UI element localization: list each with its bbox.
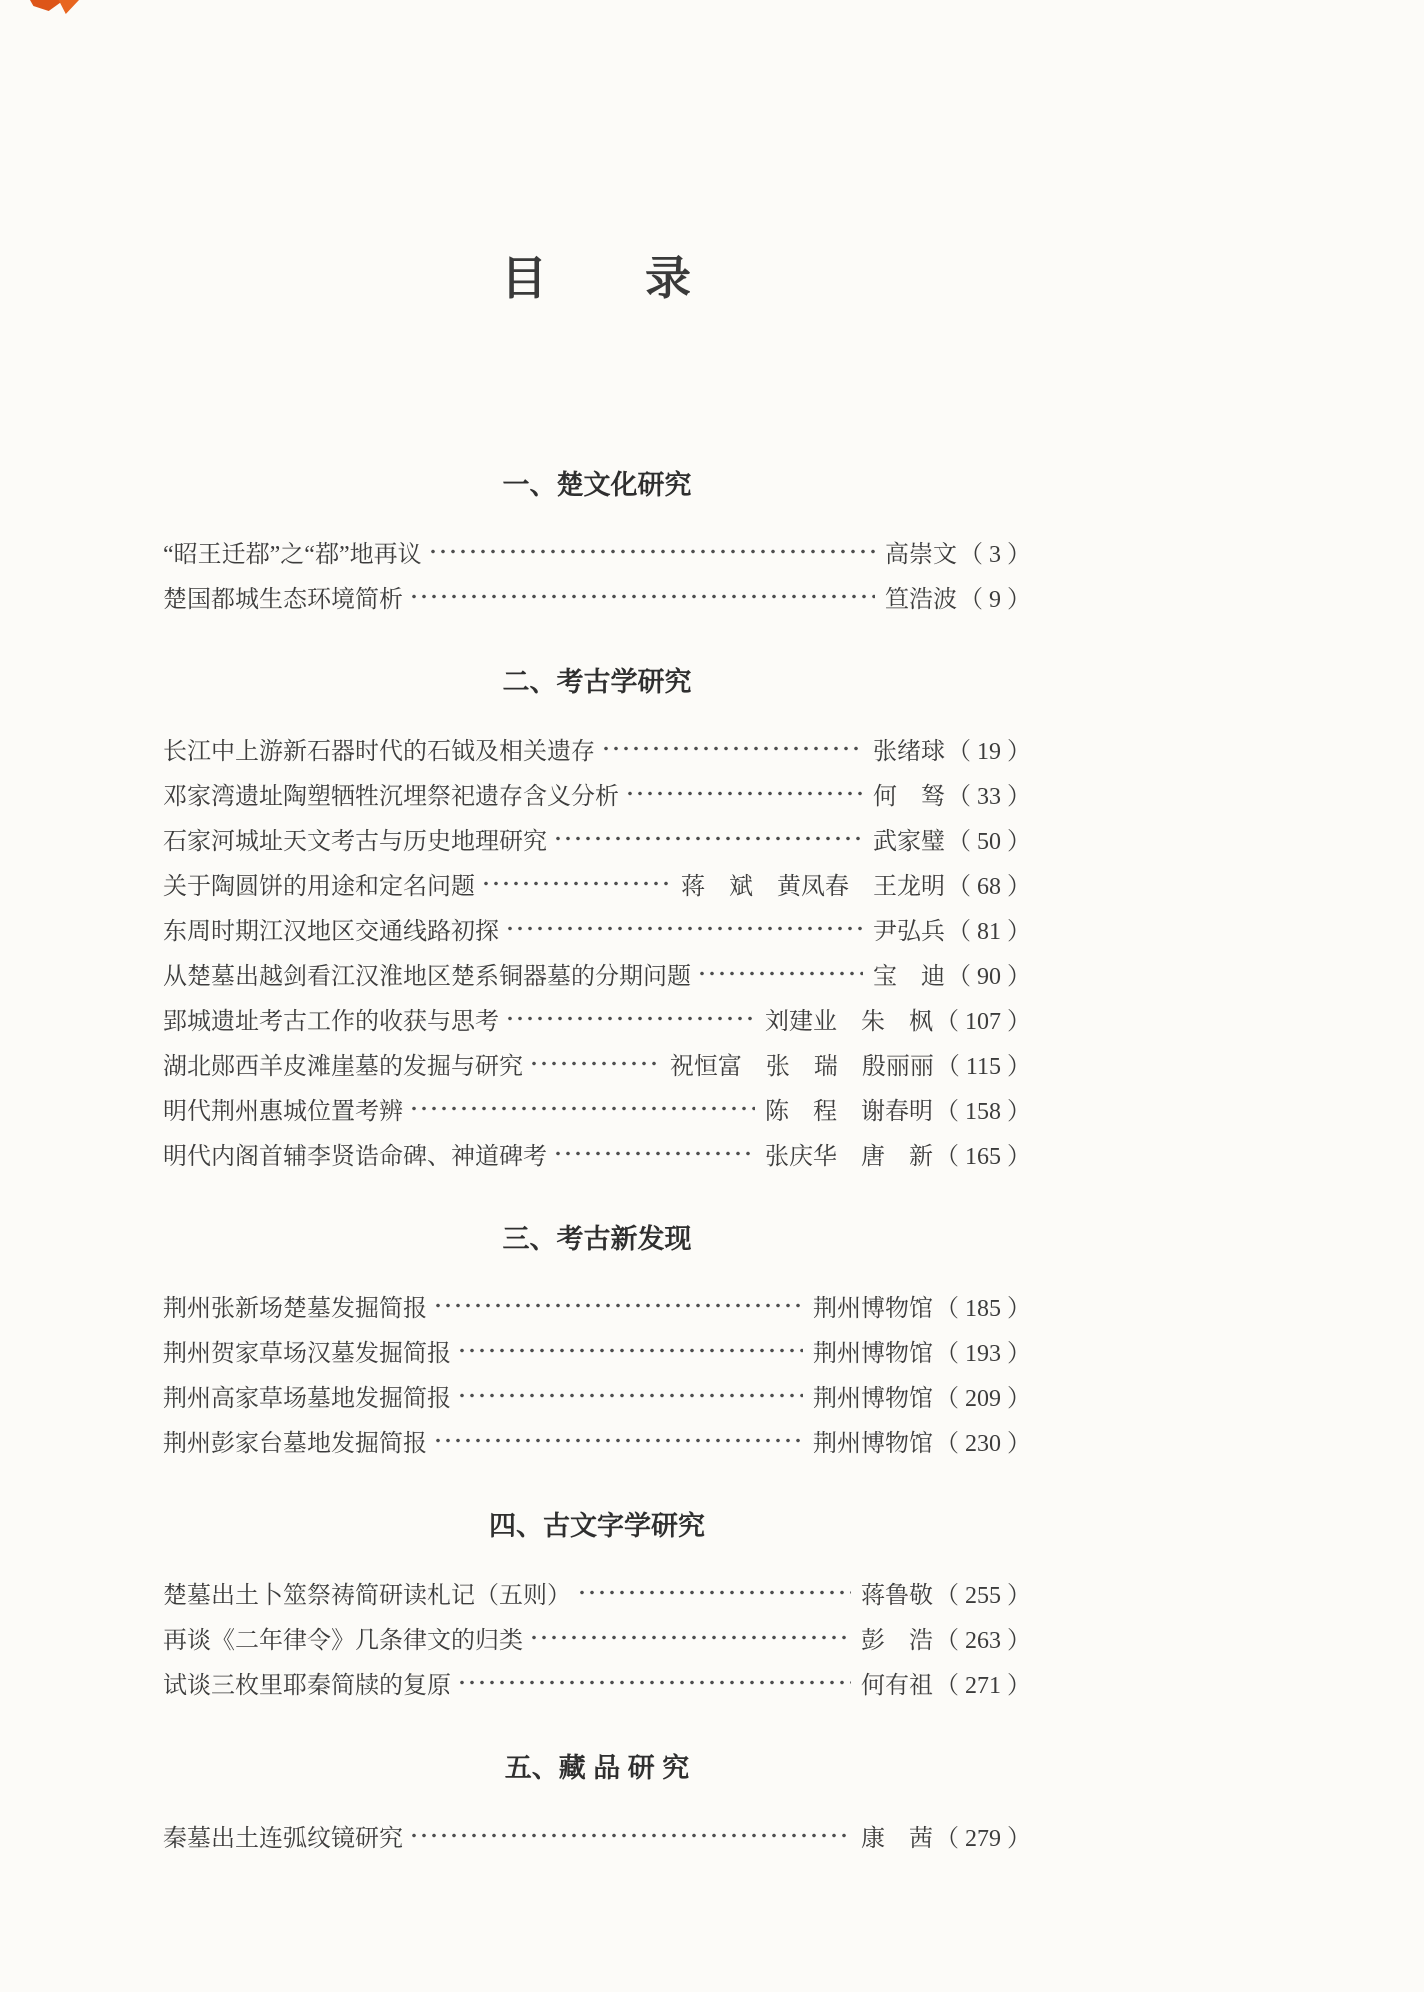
toc-entry bbox=[163, 529, 1031, 574]
entry-authors: 荆州博物馆 bbox=[813, 1386, 933, 1413]
toc-entry bbox=[163, 1813, 1031, 1858]
entry-page-number: （ 3 ） bbox=[959, 542, 1031, 569]
dot-leader bbox=[553, 816, 863, 861]
entry-title: 明代内阁首辅李贤诰命碑、神道碑考 bbox=[163, 1144, 547, 1171]
entry-authors: 蒋鲁敬 bbox=[861, 1583, 933, 1610]
entry-authors: 彭 浩 bbox=[861, 1628, 933, 1655]
dot-leader bbox=[433, 1418, 803, 1463]
toc-section bbox=[163, 1224, 1031, 1463]
toc-entry bbox=[163, 771, 1031, 816]
entry-page-number: （ 209 ） bbox=[935, 1386, 1031, 1413]
toc-section bbox=[163, 470, 1031, 619]
entry-authors: 荆州博物馆 bbox=[813, 1431, 933, 1458]
toc-entry bbox=[163, 1570, 1031, 1615]
toc-entry bbox=[163, 951, 1031, 996]
entry-title: 石家河城址天文考古与历史地理研究 bbox=[163, 829, 547, 856]
entry-page-number: （ 230 ） bbox=[935, 1431, 1031, 1458]
toc-entry bbox=[163, 861, 1031, 906]
toc-entry bbox=[163, 1041, 1031, 1086]
entry-authors: 祝恒富 张 瑞 殷丽丽 bbox=[669, 1054, 934, 1081]
entry-page-number: （ 19 ） bbox=[947, 739, 1031, 766]
entry-title: 湖北郧西羊皮滩崖墓的发掘与研究 bbox=[163, 1054, 523, 1081]
dot-leader bbox=[553, 1131, 755, 1176]
dot-leader bbox=[457, 1328, 803, 1373]
section-entries bbox=[163, 1570, 1031, 1705]
entry-title: 试谈三枚里耶秦简牍的复原 bbox=[163, 1673, 451, 1700]
toc-entry bbox=[163, 1660, 1031, 1705]
entry-title: 荆州贺家草场汉墓发掘简报 bbox=[163, 1341, 451, 1368]
dot-leader bbox=[529, 1615, 851, 1660]
section-heading: 二、考古学研究 bbox=[502, 667, 692, 698]
toc-entry bbox=[163, 574, 1031, 619]
dot-leader bbox=[409, 1086, 755, 1131]
entry-page-number: （ 279 ） bbox=[935, 1825, 1031, 1852]
entry-page-number: （ 193 ） bbox=[935, 1341, 1031, 1368]
dot-leader bbox=[505, 996, 755, 1041]
toc-section bbox=[163, 1511, 1031, 1705]
entry-page-number: （ 271 ） bbox=[935, 1673, 1031, 1700]
entry-authors: 何 驽 bbox=[873, 784, 945, 811]
entry-title: 明代荆州惠城位置考辨 bbox=[163, 1099, 403, 1126]
entry-authors: 蒋 斌 黄凤春 王龙明 bbox=[681, 874, 945, 901]
section-entries bbox=[163, 1283, 1031, 1463]
toc-entry bbox=[163, 1283, 1031, 1328]
entry-page-number: （ 263 ） bbox=[935, 1628, 1031, 1655]
entry-authors: 笪浩波 bbox=[885, 587, 957, 614]
section-heading: 五、藏 品 研 究 bbox=[504, 1753, 690, 1784]
toc-sections bbox=[163, 470, 1031, 1857]
dot-leader bbox=[409, 574, 875, 619]
toc-section bbox=[163, 667, 1031, 1176]
entry-page-number: （ 33 ） bbox=[947, 784, 1031, 811]
entry-title: 邓家湾遗址陶塑牺牲沉埋祭祀遗存含义分析 bbox=[163, 784, 619, 811]
entry-title: 楚国都城生态环境简析 bbox=[163, 587, 403, 614]
toc-entry bbox=[163, 1086, 1031, 1131]
page-title: 目 录 bbox=[501, 253, 693, 304]
entry-title: 再谈《二年律令》几条律文的归类 bbox=[163, 1628, 523, 1655]
entry-authors: 宝 迪 bbox=[873, 964, 945, 991]
entry-page-number: （ 9 ） bbox=[959, 587, 1031, 614]
entry-title: 长江中上游新石器时代的石钺及相关遗存 bbox=[163, 739, 595, 766]
entry-title: 秦墓出土连弧纹镜研究 bbox=[163, 1825, 403, 1852]
toc-content bbox=[163, 0, 1031, 1858]
section-heading: 四、古文字学研究 bbox=[489, 1511, 705, 1542]
entry-authors: 荆州博物馆 bbox=[813, 1296, 933, 1323]
dot-leader bbox=[601, 726, 863, 771]
toc-entry bbox=[163, 996, 1031, 1041]
entry-title: “昭王迁鄀”之“鄀”地再议 bbox=[163, 542, 422, 569]
section-entries bbox=[163, 529, 1031, 619]
entry-authors: 张绪球 bbox=[873, 739, 945, 766]
entry-authors: 尹弘兵 bbox=[873, 919, 945, 946]
entry-page-number: （ 165 ） bbox=[935, 1144, 1031, 1171]
section-entries bbox=[163, 1813, 1031, 1858]
entry-authors: 张庆华 唐 新 bbox=[765, 1144, 933, 1171]
entry-page-number: （ 90 ） bbox=[947, 964, 1031, 991]
entry-authors: 刘建业 朱 枫 bbox=[765, 1009, 933, 1036]
dot-leader bbox=[409, 1813, 851, 1858]
entry-page-number: （ 50 ） bbox=[947, 829, 1031, 856]
dot-leader bbox=[577, 1570, 851, 1615]
entry-page-number: （ 185 ） bbox=[935, 1296, 1031, 1323]
entry-authors: 康 茜 bbox=[861, 1825, 933, 1852]
entry-title: 关于陶圆饼的用途和定名问题 bbox=[163, 874, 475, 901]
entry-title: 荆州张新场楚墓发掘简报 bbox=[163, 1296, 427, 1323]
dot-leader bbox=[457, 1660, 851, 1705]
dot-leader bbox=[481, 861, 671, 906]
entry-page-number: （ 68 ） bbox=[947, 874, 1031, 901]
toc-entry bbox=[163, 1615, 1031, 1660]
entry-title: 东周时期江汉地区交通线路初探 bbox=[163, 919, 499, 946]
toc-entry bbox=[163, 1373, 1031, 1418]
entry-page-number: （ 107 ） bbox=[935, 1009, 1031, 1036]
toc-section bbox=[163, 1753, 1031, 1857]
toc-entry bbox=[163, 1418, 1031, 1463]
section-heading: 一、楚文化研究 bbox=[502, 470, 692, 501]
entry-authors: 荆州博物馆 bbox=[813, 1341, 933, 1368]
entry-page-number: （ 158 ） bbox=[935, 1099, 1031, 1126]
entry-title: 荆州高家草场墓地发掘简报 bbox=[163, 1386, 451, 1413]
toc-entry bbox=[163, 816, 1031, 861]
entry-title: 荆州彭家台墓地发掘简报 bbox=[163, 1431, 427, 1458]
entry-title: 郢城遗址考古工作的收获与思考 bbox=[163, 1009, 499, 1036]
entry-authors: 陈 程 谢春明 bbox=[765, 1099, 933, 1126]
dot-leader bbox=[428, 529, 875, 574]
dot-leader bbox=[505, 906, 863, 951]
toc-entry bbox=[163, 726, 1031, 771]
dot-leader bbox=[529, 1041, 660, 1086]
dot-leader bbox=[457, 1373, 803, 1418]
entry-authors: 高崇文 bbox=[885, 542, 957, 569]
toc-entry bbox=[163, 906, 1031, 951]
dot-leader bbox=[433, 1283, 803, 1328]
entry-page-number: （ 81 ） bbox=[947, 919, 1031, 946]
dot-leader bbox=[625, 771, 863, 816]
toc-entry bbox=[163, 1131, 1031, 1176]
scan-artifact bbox=[30, 0, 64, 11]
entry-title: 从楚墓出越剑看江汉淮地区楚系铜器墓的分期问题 bbox=[163, 964, 691, 991]
entry-authors: 何有祖 bbox=[861, 1673, 933, 1700]
entry-title: 楚墓出土卜筮祭祷简研读札记（五则） bbox=[163, 1583, 571, 1610]
entry-page-number: （ 115 ） bbox=[935, 1054, 1031, 1081]
entry-authors: 武家璧 bbox=[873, 829, 945, 856]
dot-leader bbox=[697, 951, 863, 996]
section-heading: 三、考古新发现 bbox=[502, 1224, 692, 1255]
entry-page-number: （ 255 ） bbox=[935, 1583, 1031, 1610]
toc-entry bbox=[163, 1328, 1031, 1373]
section-entries bbox=[163, 726, 1031, 1176]
